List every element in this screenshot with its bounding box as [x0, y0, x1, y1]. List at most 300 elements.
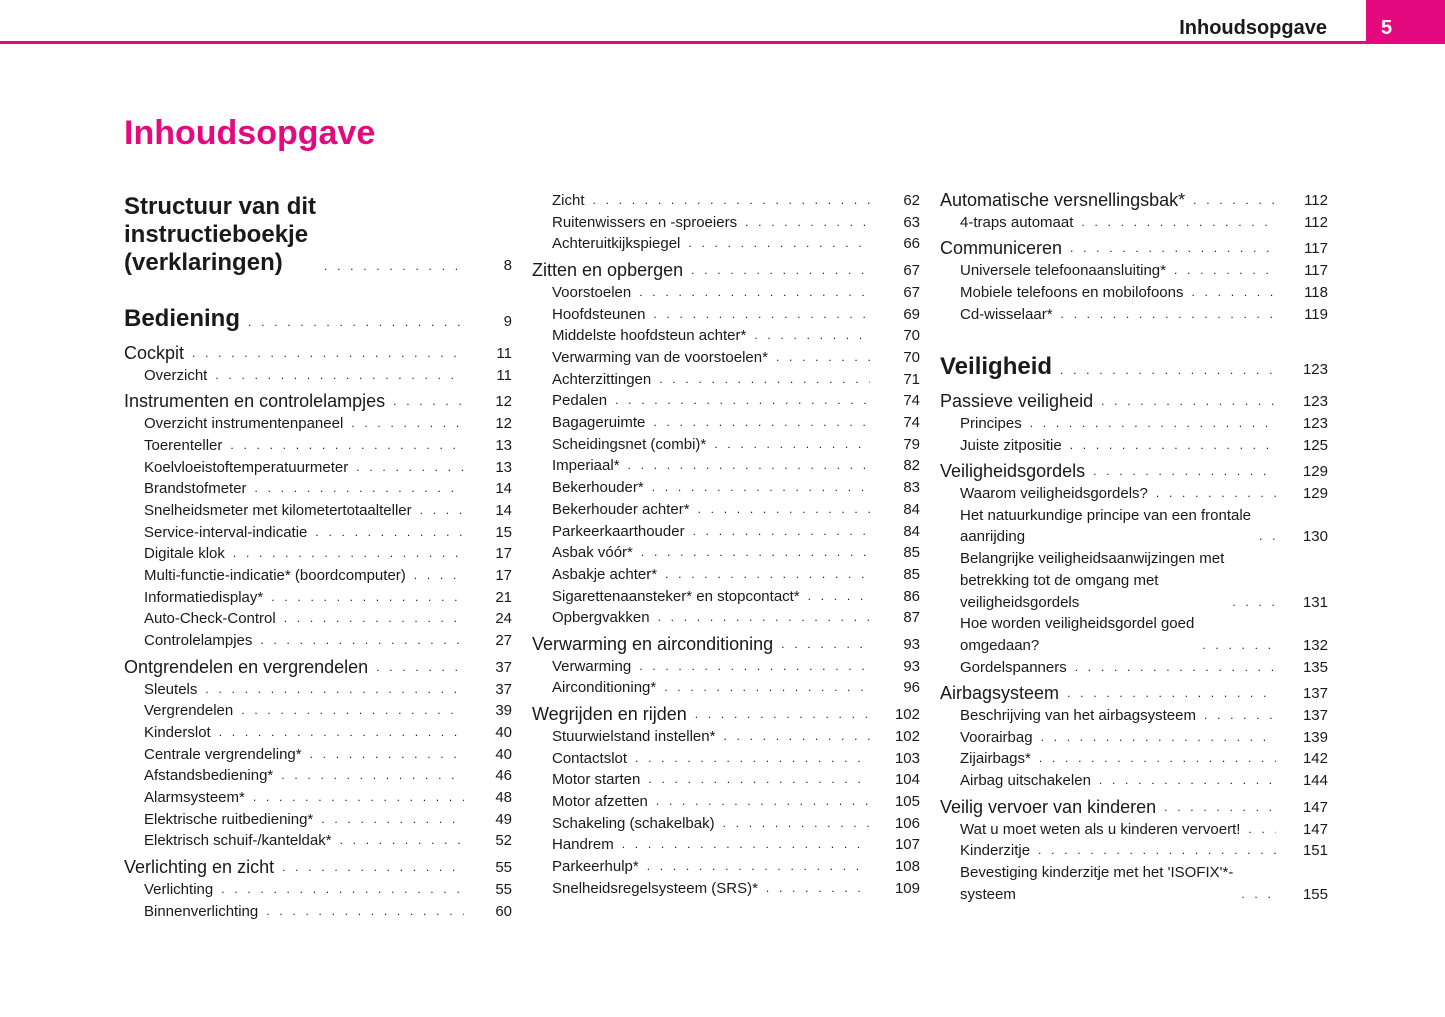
dot-leader — [614, 834, 870, 856]
toc-entry-label-line: Belangrijke veiligheidsaanwijzingen met — [960, 550, 1225, 568]
toc-entry-label: Opbergvakken — [552, 609, 650, 627]
dot-leader — [245, 787, 464, 809]
dot-leader — [657, 564, 870, 586]
toc-entry-page: 14 — [495, 480, 512, 498]
dot-leader — [184, 343, 464, 365]
toc-entry — [940, 770, 1328, 792]
toc-entry — [532, 347, 920, 369]
toc-entry-label: Elektrisch schuif-/kanteldak* — [144, 832, 332, 850]
toc-entry-page: 144 — [1302, 772, 1328, 790]
dot-leader — [1251, 526, 1276, 548]
dot-leader — [773, 634, 870, 656]
dot-leader — [302, 744, 464, 766]
toc-entry-label: Handrem — [552, 836, 614, 854]
toc-entry — [940, 413, 1328, 435]
toc-entry-label: Middelste hoofdsteun achter* — [552, 327, 747, 345]
toc-entry — [940, 840, 1328, 862]
toc-entry-page: 151 — [1302, 842, 1328, 860]
toc-entry-page: 83 — [903, 479, 920, 497]
toc-entry-page: 137 — [1302, 707, 1328, 725]
toc-entry-label: Principes — [960, 414, 1022, 432]
toc-entry-label-line: aanrijding — [960, 528, 1026, 546]
toc-entry-label: Informatiedisplay* — [144, 588, 264, 606]
dot-leader — [211, 722, 464, 744]
toc-entry-label: Waarom veiligheidsgordels? — [960, 485, 1148, 503]
toc-entry-label-line: Het natuurkundige principe van een frontale — [960, 506, 1252, 524]
toc-entry-page: 17 — [495, 545, 512, 563]
toc-entry-page: 60 — [495, 902, 512, 920]
dot-leader — [207, 365, 464, 387]
toc-entry — [532, 834, 920, 856]
toc-entry-label: Elektrische ruitbediening* — [144, 810, 314, 828]
toc-entry-page: 37 — [495, 680, 512, 698]
toc-entry-page: 24 — [495, 610, 512, 628]
dot-leader — [197, 679, 464, 701]
toc-entry — [532, 607, 920, 629]
toc-entry-label: Auto-Check-Control — [144, 610, 276, 628]
toc-entry-page: 129 — [1302, 463, 1328, 481]
toc-entry — [124, 787, 512, 809]
dot-leader — [307, 522, 464, 544]
toc-entry — [532, 190, 920, 212]
toc-entry — [940, 819, 1328, 841]
toc-entry — [124, 565, 512, 587]
toc-entry — [124, 657, 512, 679]
toc-entry-label: Verwarming en airconditioning — [532, 634, 774, 655]
toc-entry-page: 9 — [503, 313, 512, 330]
dot-leader — [758, 878, 870, 900]
toc-entry-label: Snelheidsregelsysteem (SRS)* — [552, 879, 758, 897]
toc-entry-page: 52 — [495, 832, 512, 850]
toc-entry-page: 70 — [903, 327, 920, 345]
toc-entry — [940, 461, 1328, 483]
toc-entry-page: 132 — [1302, 636, 1328, 654]
toc-entry — [532, 390, 920, 412]
toc-entry-page: 85 — [903, 565, 920, 583]
toc-entry-page: 118 — [1304, 283, 1328, 301]
toc-entry — [124, 608, 512, 630]
toc-entry-label: Snelheidsmeter met kilometertotaalteller — [144, 501, 412, 519]
toc-entry — [124, 193, 512, 277]
dot-leader — [1052, 359, 1276, 381]
toc-entry-label: 4-traps automaat — [960, 213, 1074, 231]
toc-entry — [124, 765, 512, 787]
toc-entry — [532, 434, 920, 456]
dot-leader — [1031, 748, 1276, 770]
toc-entry — [532, 634, 920, 656]
toc-entry-page: 84 — [903, 522, 920, 540]
toc-entry-page: 49 — [495, 810, 512, 828]
dot-leader — [650, 607, 870, 629]
toc-entry-page: 93 — [903, 657, 920, 675]
toc-entry-page: 125 — [1302, 436, 1328, 454]
toc-entry-label: Contactslot — [552, 749, 628, 767]
toc-entry-label: Scheidingsnet (combi)* — [552, 435, 707, 453]
toc-entry — [940, 391, 1328, 413]
toc-entry-page: 135 — [1302, 658, 1328, 676]
dot-leader — [1194, 635, 1276, 657]
toc-entry — [124, 722, 512, 744]
toc-entry-page: 40 — [495, 723, 512, 741]
dot-leader — [1062, 435, 1276, 457]
dot-leader — [1067, 657, 1276, 679]
toc-entry-label: Stuurwielstand instellen* — [552, 727, 716, 745]
dot-leader — [406, 565, 464, 587]
dot-leader — [690, 499, 870, 521]
toc-entry — [124, 305, 512, 333]
toc-entry-label: Zitten en opbergen — [532, 260, 684, 281]
running-header-title: Inhoudsopgave — [1179, 17, 1327, 39]
dot-leader — [1183, 282, 1276, 304]
dot-leader — [1033, 727, 1276, 749]
toc-entry-page: 55 — [495, 859, 512, 877]
toc-entry-page: 96 — [903, 679, 920, 697]
dot-leader — [276, 608, 464, 630]
toc-entry — [532, 856, 920, 878]
toc-entry-page: 129 — [1302, 485, 1328, 503]
toc-entry-page: 66 — [903, 235, 920, 253]
dot-leader — [737, 212, 870, 234]
toc-entry — [532, 455, 920, 477]
dot-leader — [645, 412, 870, 434]
toc-entry-label-line: veiligheidsgordels — [960, 593, 1080, 611]
toc-entry-label-line: systeem — [960, 885, 1016, 903]
toc-entry-label: Veilig vervoer van kinderen — [940, 796, 1157, 817]
toc-entry-label — [960, 548, 1224, 613]
toc-entry-label: Multi-functie-indicatie* (boordcomputer) — [144, 567, 406, 585]
dot-leader — [640, 769, 870, 791]
toc-entry-label: Achterzittingen — [552, 370, 652, 388]
toc-entry-label-line: instructieboekje — [124, 221, 309, 248]
toc-entry-page: 15 — [495, 523, 512, 541]
toc-entry-label: Hoofdsteunen — [552, 305, 646, 323]
dot-leader — [1166, 260, 1276, 282]
toc-entry — [940, 353, 1328, 381]
dot-leader — [680, 233, 870, 255]
toc-entry — [532, 748, 920, 770]
toc-entry-label: Airbag uitschakelen — [960, 772, 1091, 790]
toc-entry-page: 117 — [1304, 262, 1328, 280]
toc-entry — [532, 791, 920, 813]
toc-entry-page: 117 — [1304, 240, 1328, 258]
dot-leader — [800, 586, 870, 608]
toc-entry-page: 13 — [495, 458, 512, 476]
dot-leader — [348, 457, 464, 479]
toc-entry-label: Bekerhouder* — [552, 479, 644, 497]
toc-entry-page: 147 — [1302, 820, 1328, 838]
dot-leader — [233, 700, 464, 722]
toc-entry-page: 147 — [1302, 798, 1328, 816]
dot-leader — [715, 813, 870, 835]
toc-entry-label — [960, 862, 1233, 905]
toc-entry-label: Verlichting — [144, 880, 214, 898]
header-rule — [0, 41, 1445, 44]
toc-entry-label: Alarmsysteem* — [144, 789, 245, 807]
toc-entry-label: Toerenteller — [144, 436, 223, 454]
toc-entry — [940, 613, 1328, 656]
toc-entry-page: 93 — [903, 636, 920, 654]
dot-leader — [1073, 212, 1276, 234]
toc-entry-page: 67 — [903, 283, 920, 301]
toc-entry-page: 142 — [1302, 750, 1328, 768]
dot-leader — [687, 704, 870, 726]
toc-entry-page: 40 — [495, 745, 512, 763]
toc-entry — [532, 212, 920, 234]
dot-leader — [225, 543, 464, 565]
toc-entry — [940, 483, 1328, 505]
toc-entry-label: Airconditioning* — [552, 679, 657, 697]
toc-entry-label: Ontgrendelen en vergrendelen — [124, 656, 369, 677]
toc-entry-page: 155 — [1302, 885, 1328, 903]
toc-entry — [124, 435, 512, 457]
dot-leader — [343, 413, 464, 435]
toc-entry — [532, 369, 920, 391]
toc-entry-page: 63 — [903, 213, 920, 231]
toc-entry-page: 67 — [903, 262, 920, 280]
dot-leader — [332, 830, 464, 852]
toc-entry — [532, 412, 920, 434]
toc-entry-page: 109 — [894, 879, 920, 897]
toc-entry-page: 108 — [894, 858, 920, 876]
dot-leader — [252, 630, 464, 652]
toc-entry — [532, 564, 920, 586]
dot-leader — [644, 477, 870, 499]
toc-entry — [124, 679, 512, 701]
toc-entry-label: Bediening — [124, 305, 241, 332]
toc-entry — [124, 630, 512, 652]
dot-leader — [273, 765, 464, 787]
dot-leader — [607, 390, 870, 412]
toc-entry-label: Sleutels — [144, 680, 198, 698]
toc-entry-label: Achteruitkijkspiegel — [552, 235, 681, 253]
toc-entry-label: Motor starten — [552, 771, 641, 789]
toc-column-3 — [940, 190, 1328, 905]
toc-entry-page: 123 — [1302, 361, 1328, 379]
toc-entry-label: Asbak vóór* — [552, 544, 633, 562]
toc-entry-label: Airbagsysteem — [940, 683, 1060, 704]
toc-entry-page: 84 — [903, 500, 920, 518]
toc-entry-page: 27 — [495, 632, 512, 650]
toc-entry — [124, 413, 512, 435]
toc-entry — [940, 282, 1328, 304]
dot-leader — [1196, 705, 1276, 727]
toc-entry-label-line: (verklaringen) — [124, 249, 283, 276]
toc-entry-label: Parkeerhulp* — [552, 858, 639, 876]
dot-leader — [274, 857, 464, 879]
toc-entry — [940, 548, 1328, 613]
dot-leader — [368, 657, 464, 679]
toc-column-2 — [532, 190, 920, 900]
toc-entry-label: Zicht — [552, 192, 585, 209]
toc-entry — [940, 705, 1328, 727]
toc-entry-page: 14 — [495, 501, 512, 519]
toc-entry-page: 85 — [903, 544, 920, 562]
dot-leader — [585, 190, 870, 212]
toc-entry — [124, 700, 512, 722]
dot-leader — [648, 791, 870, 813]
toc-entry-label: Overzicht instrumentenpaneel — [144, 415, 344, 433]
dot-leader — [1059, 683, 1276, 705]
dot-leader — [768, 347, 870, 369]
toc-entry-label: Cockpit — [124, 343, 185, 363]
toc-entry-page: 82 — [903, 457, 920, 475]
toc-entry-page: 119 — [1304, 305, 1328, 323]
dot-leader — [1062, 238, 1276, 260]
toc-entry-label: Vergrendelen — [144, 702, 234, 720]
toc-entry — [532, 726, 920, 748]
toc-entry-label: Mobiele telefoons en mobilofoons — [960, 283, 1184, 301]
toc-entry — [532, 542, 920, 564]
toc-entry-label: Motor afzetten — [552, 792, 648, 810]
toc-entry-label: Verlichting en zicht — [124, 857, 275, 878]
toc-entry-page: 48 — [495, 789, 512, 807]
toc-entry — [532, 677, 920, 699]
toc-entry — [532, 499, 920, 521]
toc-entry-label: Pedalen — [552, 392, 608, 410]
toc-entry-page: 112 — [1304, 192, 1328, 209]
dot-leader — [1240, 819, 1276, 841]
dot-leader — [620, 455, 870, 477]
toc-entry — [940, 862, 1328, 905]
toc-entry-page: 79 — [903, 435, 920, 453]
toc-entry-label: Koelvloeistoftemperatuurmeter — [144, 458, 349, 476]
page-title: Inhoudsopgave — [124, 114, 376, 152]
toc-entry — [532, 769, 920, 791]
toc-column-1 — [124, 190, 512, 922]
toc-entry-label: Digitale klok — [144, 545, 225, 563]
toc-entry-page: 103 — [894, 749, 920, 767]
dot-leader — [258, 901, 464, 923]
toc-entry — [124, 744, 512, 766]
toc-entry-page: 46 — [495, 767, 512, 785]
toc-entry-label: Parkeerkaarthouder — [552, 522, 685, 540]
toc-entry — [940, 683, 1328, 705]
dot-leader — [1156, 797, 1276, 819]
toc-entry-label-line: Hoe worden veiligheidsgordel goed — [960, 615, 1195, 633]
toc-entry-page: 11 — [496, 366, 512, 384]
dot-leader — [627, 748, 870, 770]
toc-entry-page: 106 — [894, 814, 920, 832]
toc-entry — [124, 343, 512, 365]
toc-entry — [940, 238, 1328, 260]
toc-entry-page: 87 — [903, 609, 920, 627]
dot-leader — [247, 478, 464, 500]
toc-entry-label: Centrale vergrendeling* — [144, 745, 302, 763]
toc-entry — [124, 478, 512, 500]
dot-leader — [1185, 190, 1276, 212]
toc-entry-label: Overzicht — [144, 366, 208, 384]
toc-entry-page: 104 — [894, 771, 920, 789]
toc-entry — [124, 391, 512, 413]
toc-entry-page: 102 — [894, 727, 920, 745]
toc-entry — [532, 878, 920, 900]
toc-entry-page: 131 — [1302, 593, 1328, 611]
toc-entry — [532, 704, 920, 726]
dot-leader — [633, 542, 870, 564]
toc-entry-label-line: Bevestiging kinderzitje met het 'ISOFIX'*- — [960, 863, 1234, 881]
dot-leader — [631, 656, 870, 678]
toc-entry-label: Wegrijden en rijden — [532, 704, 687, 725]
toc-entry — [124, 457, 512, 479]
toc-entry — [940, 727, 1328, 749]
toc-entry-label: Ruitenwissers en -sproeiers — [552, 213, 738, 231]
toc-entry-page: 123 — [1302, 414, 1328, 432]
toc-entry-label: Asbakje achter* — [552, 565, 658, 583]
toc-entry-label — [960, 505, 1251, 548]
dot-leader — [639, 856, 870, 878]
toc-entry-label — [124, 193, 316, 277]
toc-entry — [532, 477, 920, 499]
toc-entry-page: 37 — [495, 658, 512, 676]
toc-entry — [124, 857, 512, 879]
toc-entry — [940, 260, 1328, 282]
toc-entry-label: Zijairbags* — [960, 750, 1031, 768]
page-number: 5 — [1366, 0, 1445, 44]
toc-entry-page: 62 — [903, 192, 920, 209]
toc-entry — [124, 879, 512, 901]
toc-entry-page: 17 — [495, 567, 512, 585]
toc-entry-page: 102 — [894, 706, 920, 724]
toc-entry-page: 21 — [495, 588, 512, 606]
dot-leader — [706, 434, 870, 456]
dot-leader — [1085, 461, 1276, 483]
toc-entry — [532, 233, 920, 255]
toc-entry-label: Gordelspanners — [960, 658, 1067, 676]
toc-entry-page: 74 — [903, 392, 920, 410]
toc-entry — [940, 212, 1328, 234]
toc-entry — [124, 522, 512, 544]
dot-leader — [631, 282, 870, 304]
toc-entry-label: Cd-wisselaar* — [960, 305, 1053, 323]
dot-leader — [715, 726, 870, 748]
toc-entry-page: 70 — [903, 348, 920, 366]
toc-entry — [940, 505, 1328, 548]
toc-entry-label: Schakeling (schakelbak) — [552, 814, 715, 832]
dot-leader — [1030, 840, 1276, 862]
toc-entry-page: 55 — [495, 880, 512, 898]
toc-entry-label: Kinderslot — [144, 723, 211, 741]
toc-entry-page: 86 — [903, 587, 920, 605]
dot-leader — [316, 255, 464, 277]
toc-entry-label: Juiste zitpositie — [960, 436, 1062, 454]
toc-entry-page: 13 — [495, 436, 512, 454]
toc-entry-label: Bekerhouder achter* — [552, 500, 690, 518]
toc-entry-label: Bagageruimte — [552, 414, 646, 432]
toc-entry-label: Verwarming van de voorstoelen* — [552, 348, 768, 366]
dot-leader — [1093, 391, 1276, 413]
dot-leader — [1148, 483, 1276, 505]
toc-entry-label: Afstandsbediening* — [144, 767, 274, 785]
toc-entry-label: Veiligheid — [940, 353, 1053, 381]
toc-entry — [532, 325, 920, 347]
toc-entry — [532, 282, 920, 304]
toc-entry-label: Service-interval-indicatie — [144, 523, 308, 541]
toc-entry-label: Voorairbag — [960, 728, 1033, 746]
dot-leader — [656, 677, 870, 699]
toc-entry-page: 74 — [903, 414, 920, 432]
toc-entry-label-line: Structuur van dit — [124, 193, 317, 220]
dot-leader — [263, 587, 464, 609]
toc-entry-label: Instrumenten en controlelampjes — [124, 391, 386, 412]
toc-entry — [124, 830, 512, 852]
dot-leader — [746, 325, 870, 347]
toc-entry-page: 112 — [1304, 213, 1328, 231]
toc-entry-page: 11 — [496, 345, 512, 362]
toc-entry — [124, 500, 512, 522]
toc-entry-page: 123 — [1302, 393, 1328, 411]
toc-entry — [940, 657, 1328, 679]
toc-entry-page: 130 — [1302, 528, 1328, 546]
